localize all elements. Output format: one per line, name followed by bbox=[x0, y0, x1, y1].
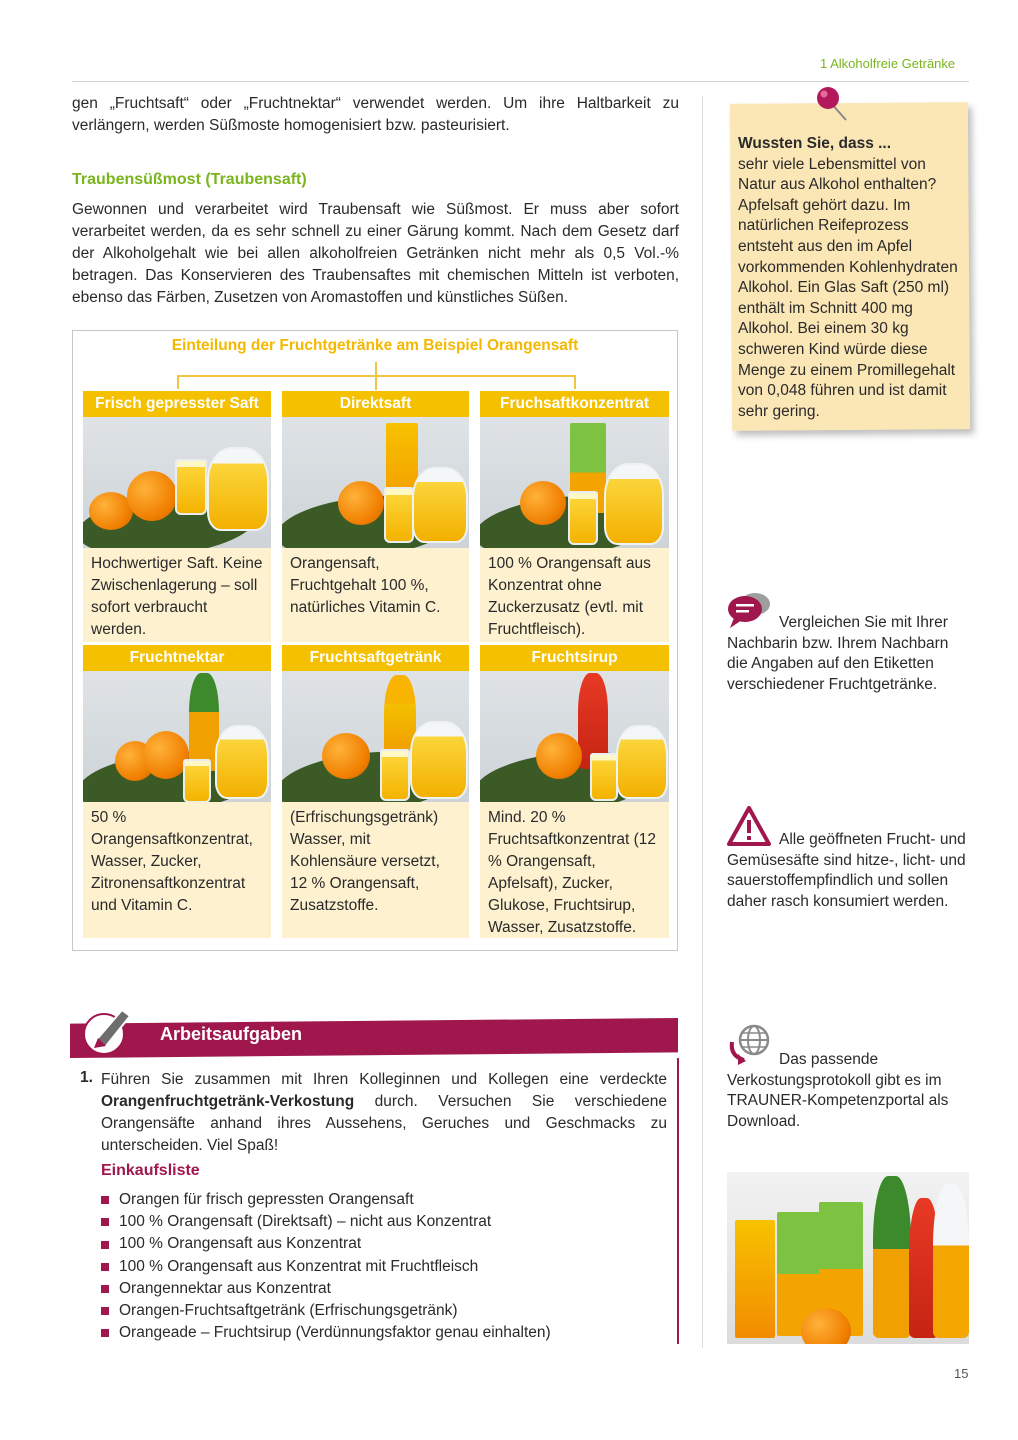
task-number: 1. bbox=[80, 1069, 93, 1086]
card-label: Direktsaft bbox=[282, 391, 469, 417]
header-divider bbox=[72, 81, 969, 82]
photo-juice-products bbox=[727, 1172, 969, 1344]
photo-fruit-syrup bbox=[480, 671, 669, 802]
card-text: 100 % Orangensaft aus Konzentrat ohne Zuckerzusatz (evtl. mit Fruchtfleisch). bbox=[480, 548, 669, 642]
photo-fresh-juice bbox=[83, 417, 271, 548]
list-item-label: Orangen-Fruchtsaftgetränk (Erfrischungsgetränk) bbox=[119, 1302, 458, 1320]
page-number: 15 bbox=[954, 1366, 969, 1381]
bullet-square-icon bbox=[101, 1196, 109, 1204]
card-fruchtnektar bbox=[83, 645, 271, 938]
list-item-label: 100 % Orangensaft (Direktsaft) – nicht aus Konzentrat bbox=[119, 1213, 492, 1231]
pushpin-icon bbox=[812, 84, 860, 126]
intro-paragraph: gen „Fruchtsaft“ oder „Fruchtnektar“ verwendet werden. Um ihre Haltbarkeit zu verlängern, werden Süßmoste homogenisiert bzw. pasteurisiert. bbox=[72, 95, 679, 134]
card-text: (Erfrischungsgetränk) Wasser, mit Kohlensäure versetzt, 12 % Orangensaft, Zusatzstoffe. bbox=[282, 802, 469, 938]
bullet-square-icon bbox=[101, 1263, 109, 1271]
card-fruchtsaftgetraenk bbox=[282, 645, 469, 938]
photo-concentrate-juice bbox=[480, 417, 669, 548]
chapter-label: 1 Alkoholfreie Getränke bbox=[820, 56, 956, 71]
bullet-square-icon bbox=[101, 1285, 109, 1293]
list-item-label: Orangennektar aus Konzentrat bbox=[119, 1279, 331, 1297]
card-label: Frisch gepresster Saft bbox=[83, 391, 271, 417]
list-item bbox=[101, 1278, 551, 1300]
card-text: Hochwertiger Saft. Keine Zwischenlagerung – soll sofort verbraucht werden. bbox=[83, 548, 271, 642]
card-frisch-gepresst bbox=[83, 391, 271, 642]
photo-juice-drink bbox=[282, 671, 469, 802]
card-label: Fruchsaftkonzentrat bbox=[480, 391, 669, 417]
list-item-label: 100 % Orangensaft aus Konzentrat bbox=[119, 1235, 362, 1253]
tasks-border bbox=[677, 1058, 679, 1344]
task-text bbox=[101, 1069, 667, 1157]
photo-direct-juice bbox=[282, 417, 469, 548]
task-text-bold: Orangenfruchtgetränk-Verkostung bbox=[101, 1093, 355, 1110]
figure-bracket bbox=[177, 375, 576, 389]
warning-text: Alle geöffneten Frucht- und Gemüsesäfte sind hitze-, licht- und sauerstoffempfindlich und sollen daher rasch konsumiert werden. bbox=[727, 831, 966, 910]
photo-nectar bbox=[83, 671, 271, 802]
list-item bbox=[101, 1256, 551, 1278]
task-text-part: Führen Sie zusammen mit Ihren Kolleginnen und Kollegen eine verdeckte bbox=[101, 1071, 667, 1088]
did-you-know-title: Wussten Sie, dass ... bbox=[738, 135, 892, 152]
list-item-label: Orangeade – Fruchtsirup (Verdünnungsfaktor genau einhalten) bbox=[119, 1324, 551, 1342]
list-item bbox=[101, 1211, 551, 1233]
card-fruchtsirup bbox=[480, 645, 669, 938]
card-text: Orangensaft, Fruchtgehalt 100 %, natürliches Vitamin C. bbox=[282, 548, 469, 642]
column-divider bbox=[702, 96, 703, 1348]
bullet-square-icon bbox=[101, 1218, 109, 1226]
list-item bbox=[101, 1300, 551, 1322]
shopping-list bbox=[101, 1189, 551, 1344]
card-direktsaft bbox=[282, 391, 469, 642]
list-item bbox=[101, 1233, 551, 1255]
card-fruchtsaftkonzentrat bbox=[480, 391, 669, 642]
card-label: Fruchtsirup bbox=[480, 645, 669, 671]
tasks-title: Arbeitsaufgaben bbox=[160, 1024, 303, 1044]
list-item-label: 100 % Orangensaft aus Konzentrat mit Fruchtfleisch bbox=[119, 1257, 479, 1275]
list-item bbox=[101, 1189, 551, 1211]
traubensaft-paragraph: Gewonnen und verarbeitet wird Traubensaft wie Süßmost. Er muss aber sofort verarbeitet werden, da es sehr schnell zu einer Gärung kommt. Nach dem Gesetz darf der Alkoholgehalt wie bei allen alkoholfreien Getränken nicht mehr als 0,5 Vol.-% betragen. Das Konservieren des Traubensaftes mit chemischen Mitteln ist verboten, ebenso das Färben, Zusetzen von Aromastoffen und künstliches Süßen. bbox=[72, 201, 679, 306]
task-text-part: durch. Versuchen Sie verschiedene Orangensäfte anhand ihres Aussehens, Geruches und Geschmacks zu unterscheiden. Viel Spaß! bbox=[101, 1093, 667, 1154]
bullet-square-icon bbox=[101, 1307, 109, 1315]
card-text: 50 % Orangensaftkonzentrat, Wasser, Zucker, Zitronensaftkonzentrat und Vitamin C. bbox=[83, 802, 271, 938]
card-label: Fruchtsaftgetränk bbox=[282, 645, 469, 671]
pen-icon bbox=[82, 1002, 138, 1060]
download-text: Das passende Verkostungsprotokoll gibt es im TRAUNER-Kompetenzportal als Download. bbox=[727, 1051, 949, 1130]
list-item-label: Orangen für frisch gepressten Orangensaft bbox=[119, 1191, 414, 1208]
card-label: Fruchtnektar bbox=[83, 645, 271, 671]
section-heading-traubensaft: Traubensüßmost (Traubensaft) bbox=[72, 171, 307, 188]
figure-title: Einteilung der Fruchtgetränke am Beispiel Orangensaft bbox=[171, 337, 579, 354]
did-you-know-text bbox=[738, 134, 968, 422]
compare-text: Vergleichen Sie mit Ihrer Nachbarin bzw. Ihrem Nachbarn die Angaben auf den Etiketten verschiedener Fruchtgetränke. bbox=[727, 614, 949, 693]
card-text: Mind. 20 % Fruchtsaftkonzentrat (12 % Orangensaft, Apfelsaft), Zucker, Glukose, Fruchtsirup, Wasser, Zusatzstoffe. bbox=[480, 802, 669, 938]
did-you-know-body: sehr viele Lebensmittel von Natur aus Alkohol enthalten? Apfelsaft gehört dazu. Im natürlichen Reifeprozess entsteht aus den im Apfel vorkommenden Kohlenhydraten Alkohol. Ein Glas Saft (250 ml) enthält im Schnitt 400 mg Alkohol. Bei einem 30 kg schweren Kind würde diese Menge zu einem Promillegehalt von 0,048 führen und ist damit sehr gering. bbox=[738, 155, 958, 420]
bullet-square-icon bbox=[101, 1329, 109, 1337]
shopping-list-title: Einkaufsliste bbox=[101, 1162, 200, 1179]
list-item bbox=[101, 1322, 551, 1344]
bullet-square-icon bbox=[101, 1241, 109, 1249]
